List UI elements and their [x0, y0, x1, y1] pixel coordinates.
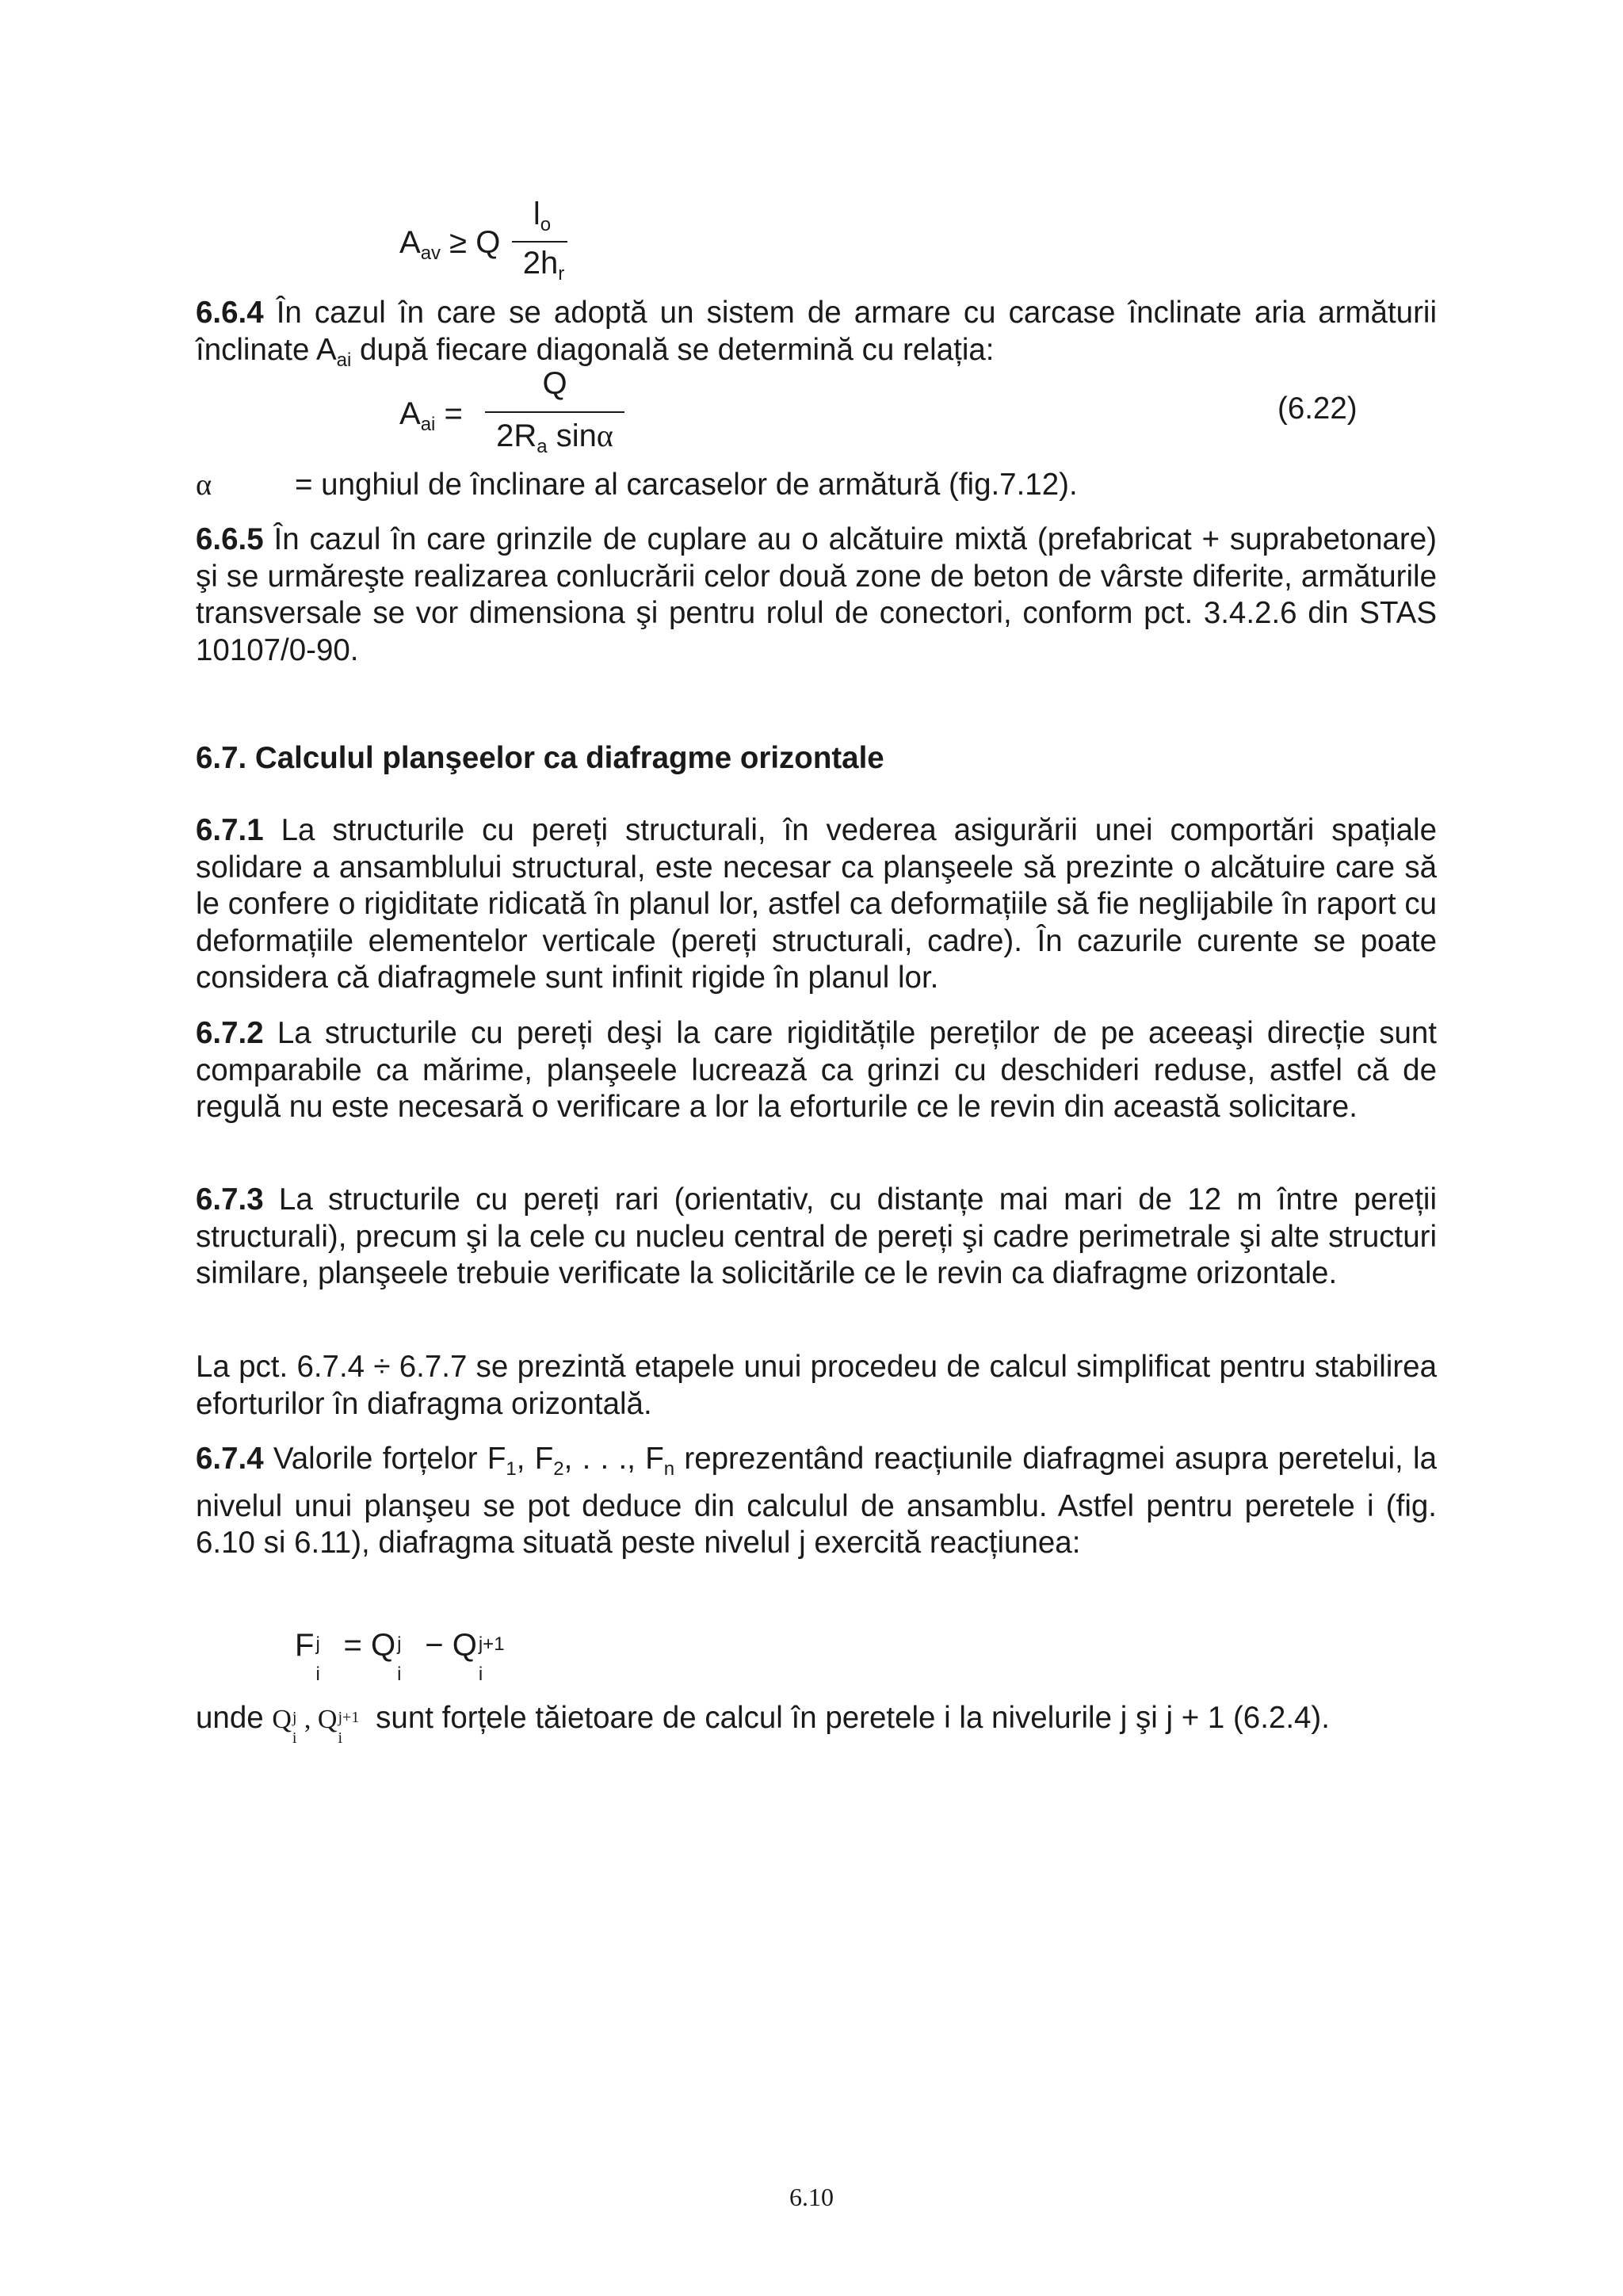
paragraph-6-7-2: 6.7.2 La structurile cu pereți deşi la care rigiditățile pereților de pe aceeaşi direcție sunt comparabile ca mărime, planşeele lucrează ca grinzi cu deschideri reduse, astfel că de regulă nu este necesară o verificare a lor la eforturile ce le revin din această solicitare. — [196, 1016, 1437, 1124]
paragraph-procedure-intro: La pct. 6.7.4 ÷ 6.7.7 se prezintă etapele unui procedeu de calcul simplificat pentru stabilirea eforturilor în diafragma orizontală. — [196, 1350, 1437, 1421]
paragraph-6-6-4: 6.6.4 În cazul în care se adoptă un sistem de armare cu carcase înclinate aria armăturii înclinate $A_{ai}$ după fiecare diagonală se determină cu relația: — [196, 296, 1437, 371]
equation-6-22-label: (6.22) — [1277, 392, 1358, 426]
alpha-symbol: α — [196, 468, 212, 502]
paragraph-6-6-5: 6.6.5 În cazul în care grinzile de cuplare au o alcătuire mixtă (prefabricat + suprabetonare) şi se urmăreşte realizarea conlucrării celor două zone de beton de vârste diferite, armăturile transversale se vor dimensiona şi pentru rolul de conectori, conform pct. 3.4.2.6 din STAS 10107/0-90. — [196, 522, 1437, 667]
paragraph-6-7-4: 6.7.4 Valorile forțelor $F_1$, $F_2$, . . ., $F_n$ reprezentând reacțiunile diafragmei asupra peretelui, la nivelul unui planşeu se pot deduce din calculul de ansamblu. Astfel pentru peretele i (fig. 6.10 si 6.11), diafragma situată peste nivelul j exercită reacțiunea: — [196, 1442, 1437, 1560]
equation-aav-numerator: $l_o$ — [533, 197, 552, 235]
page-number: 6.10 — [789, 2183, 834, 2211]
paragraph-unde: unde Q j i , Q j+1 i sunt forțele tăietoare de calcul în peretele i la nivelurile j şi j + 1 (6.2.4). — [196, 1701, 1330, 1747]
paragraph-6-7-3: 6.7.3 La structurile cu pereți rari (orientativ, cu distanțe mai mari de 12 m între pereții structurali), precum şi la cele cu nucleu central de pereți şi cadre perimetrale şi alte structuri similare, planşeele trebuie verificate la solicitările ce le revin ca diafragme orizontale. — [196, 1182, 1437, 1290]
alpha-definition: = unghiul de înclinare al carcaselor de armătură (fig.7.12). — [295, 468, 1078, 502]
paragraph-6-7-1: 6.7.1 La structurile cu pereți structurali, în vederea asigurării unei comportări spațiale solidare a ansamblului structural, este necesar ca planşeele să prezinte o alcătuire care să le confere o rigiditate ridicată în planul lor, astfel ca deformațiile să fie neglijabile în raport cu deformațiile elementelor verticale (pereți structurali, cadre). În cazurile curente se poate considera că diafragmele sunt infinit rigide în planul lor. — [196, 813, 1437, 995]
equation-aav: $A_{av} \ge Q$ — [399, 225, 501, 264]
section-heading-6-7: 6.7. Calculul planşeelor ca diafragme orizontale — [196, 741, 884, 775]
equation-aav-fraction-bar — [512, 241, 567, 243]
equation-reaction-force: F j i = Q j i − Q j+1 i — [295, 1628, 505, 1685]
equation-aav-denominator: $2h_r$ — [522, 246, 565, 285]
equation-6-22-lhs: $A_{ai}$ = — [399, 396, 463, 435]
equation-6-22-numerator: Q — [542, 366, 567, 401]
equation-6-22-denominator: $2R_a$ sinα — [496, 418, 613, 457]
equation-6-22-fraction-bar — [485, 411, 624, 413]
